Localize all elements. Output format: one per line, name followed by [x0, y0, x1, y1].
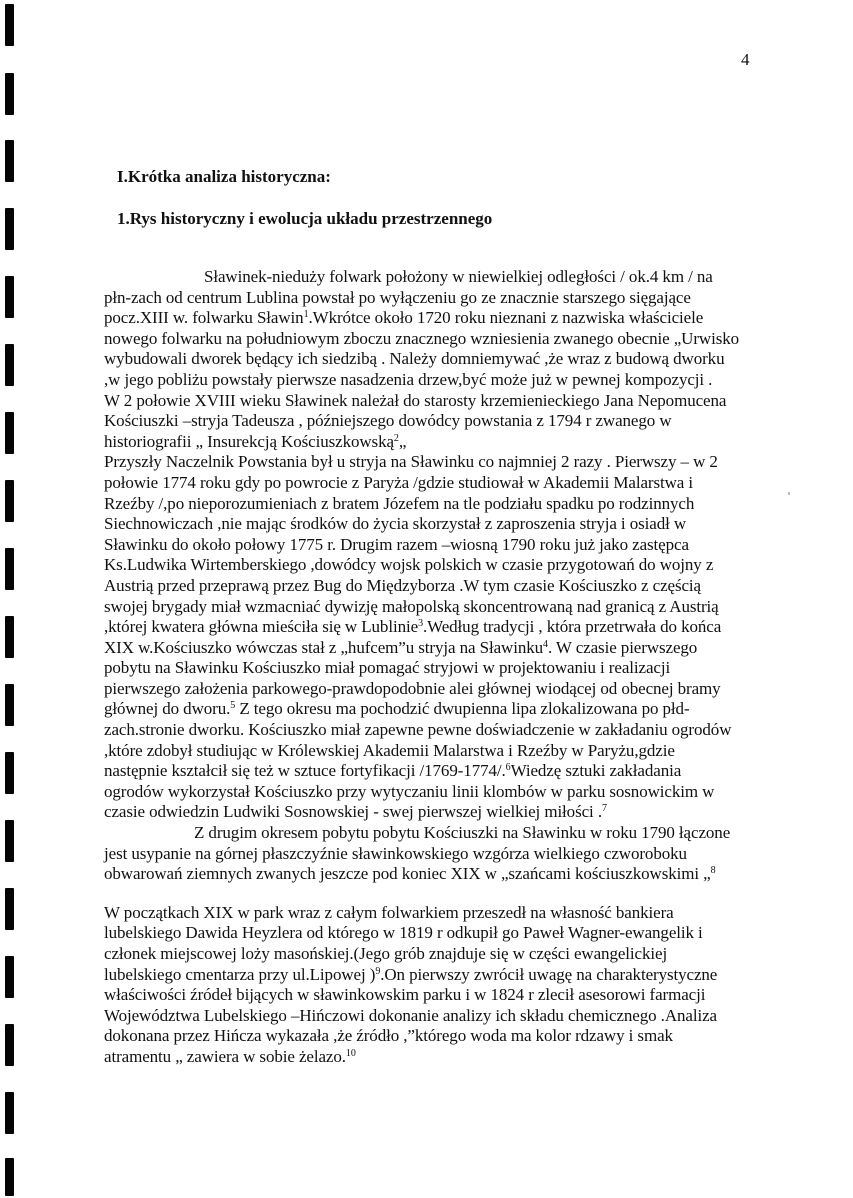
text-line-content: zach.stronie dworku. Kościuszko miał zapewne pewne doświadczenie w zakładaniu ogrodów [104, 720, 732, 740]
text-line [104, 576, 794, 597]
footnote-marker: 1 [303, 309, 309, 321]
text-line-content: ,które zdobył studiując w Królewskiej Akademii Malarstwa i Rzeźby w Paryżu,gdzie [104, 740, 675, 760]
text-line-content: Siechnowiczach ,nie mając środków do życia skorzystał z zaproszenia stryja i osiadł w [104, 514, 687, 534]
text-line-content: właściwości źródeł bijących w sławinkowskim parku i w 1824 r zlecił asesorowi farmacji [104, 985, 706, 1005]
text-line-continuation: .On pierwszy zwrócił uwagę na charakterystyczne [380, 964, 718, 984]
text-line-content: Sławinek-nieduży folwark położony w niewielkiej odległości / ok.4 km / na [204, 267, 713, 286]
text-line-content: płn-zach od centrum Lublina powstał po wyłączeniu go ze znacznie starszego sięgające [104, 287, 691, 307]
binding-hole-mark [5, 820, 14, 862]
text-line [104, 452, 794, 473]
text-line-content: atramentu „ zawiera w sobie żelazo. [104, 1046, 346, 1066]
text-line [104, 535, 794, 556]
text-line [104, 638, 794, 659]
text-line [104, 370, 794, 391]
text-line-content: Województwa Lubelskiego –Hińczowi dokonanie analizy ich składu chemicznego .Analiza [104, 1005, 717, 1025]
text-line-content: pierwszego założenia parkowego-prawdopodobnie alei głównej wiodącej od obecnej bramy [104, 678, 721, 698]
text-line [104, 308, 794, 329]
text-line [104, 679, 794, 700]
text-line-content: Austrią przed przeprawą przez Bug do Międzyborza .W tym czasie Kościuszko z częścią [104, 575, 701, 595]
binding-hole-mark [5, 140, 14, 182]
text-line-content: wybudowali dworek będący ich siedzibą . Należy domniemywać ,że wraz z budową dworku [104, 349, 725, 369]
binding-hole-mark [5, 888, 14, 930]
text-line [104, 411, 794, 432]
text-line-content: nowego folwarku na południowym zboczu znacznego wzniesienia zwanego obecnie „Urwisko [104, 328, 740, 348]
binding-hole-mark [5, 752, 14, 794]
text-line [104, 761, 794, 782]
text-line-content: lubelskiego cmentarza przy ul.Lipowej ) [104, 964, 376, 984]
text-line [104, 965, 794, 986]
text-line [104, 514, 794, 535]
text-line-content: W 2 połowie XVIII wieku Sławinek należał do starosty krzemienieckiego Jana Nepomucena [104, 390, 727, 410]
text-line-continuation: . W czasie pierwszego [547, 637, 698, 657]
text-line [104, 329, 794, 350]
footnote-marker: 7 [601, 803, 607, 815]
text-line [104, 844, 794, 865]
text-line [104, 494, 794, 515]
text-line-content: ogrodów wykorzystał Kościuszko przy wytyczaniu linii klombów w parku sosnowickim w [104, 781, 715, 801]
text-line [104, 823, 794, 844]
text-line-content: ,której kwatera główna mieściła się w Lublinie [104, 617, 419, 637]
text-line-continuation: Wiedzę sztuki zakładania [510, 761, 682, 781]
binding-hole-mark [5, 4, 14, 46]
text-line [104, 288, 794, 309]
text-line [104, 432, 794, 453]
text-line [104, 267, 794, 288]
binding-hole-mark [5, 344, 14, 386]
text-line [104, 923, 794, 944]
text-line-continuation: .Według tradycji , która przetrwała do końca [422, 617, 722, 637]
text-line [104, 864, 794, 885]
text-line [104, 1047, 794, 1068]
text-line [104, 802, 794, 823]
text-line-content: pocz.XIII w. folwarku Sławin [104, 308, 304, 328]
text-line-content: głównej do dworu. [104, 699, 231, 719]
binding-hole-mark [5, 208, 14, 250]
text-line-content: ,w jego pobliżu powstały pierwsze nasadzenia drzew,być może już w pewnej kompozycji . [104, 369, 713, 389]
footnote-marker: 10 [345, 1047, 356, 1059]
text-line [104, 1006, 794, 1027]
subsection-heading: 1.Rys historyczny i ewolucja układu przestrzennego [117, 209, 493, 228]
binding-hole-mark [5, 276, 14, 318]
text-line [104, 391, 794, 412]
text-line-content: czasie odwiedzin Ludwiki Sosnowskiej - swej pierwszej wielkiej miłości . [104, 802, 602, 822]
text-line-content: lubelskiego Dawida Heyzlera od którego w 1819 r odkupił go Paweł Wagner-ewangelik i [104, 923, 703, 943]
text-line [104, 555, 794, 576]
text-line-content: połowie 1774 roku gdy po powrocie z Paryża /gdzie studiował w Akademii Malarstwa i [104, 472, 694, 492]
binding-hole-mark [5, 956, 14, 998]
text-line-continuation: .Wkrótce około 1720 roku nieznani z nazwiska właściciele [308, 308, 704, 328]
text-line-content: następnie kształcił się też w sztuce fortyfikacji /1769-1774/. [104, 761, 506, 781]
text-line-continuation: Z tego okresu ma pochodzić dwupienna lipa zlokalizowana po płd- [235, 699, 690, 719]
text-line [104, 658, 794, 679]
text-line [104, 720, 794, 741]
footnote-marker: 3 [418, 618, 423, 630]
text-line-content: XIX w.Kościuszko wówczas stał z „hufcem”u stryja na Sławinku [104, 637, 544, 657]
binding-hole-mark [5, 73, 14, 115]
text-line-content: Z drugim okresem pobytu pobytu Kościuszki na Sławinku w roku 1790 łączone [194, 823, 731, 843]
footnote-marker: 8 [710, 865, 716, 877]
binding-hole-mark [5, 1024, 14, 1066]
footnote-marker: 2 [393, 432, 399, 444]
binding-hole-mark [5, 1158, 14, 1196]
footnote-marker: 9 [375, 965, 381, 977]
text-line-content: jest usypanie na górnej płaszczyźnie sławinkowskiego wzgórza wielkiego czworoboku [104, 843, 687, 863]
binding-hole-mark [5, 1092, 14, 1134]
text-line [104, 1026, 794, 1047]
page-number: 4 [741, 50, 750, 69]
text-line [104, 597, 794, 618]
text-line-content: Rzeźby /,po nieporozumieniach z bratem Józefem na tle podziału spadku po rodzinnych [104, 493, 695, 513]
text-line [104, 699, 794, 720]
text-line [104, 782, 794, 803]
text-line-content: dokonana przez Hińcza wykazała ,że źródło ,”którego woda ma kolor rdzawy i smak [104, 1026, 673, 1046]
text-line-content: członek miejscowej loży masońskiej.(Jego grób znajduje się w części ewangelickiej [104, 944, 668, 963]
text-line-continuation: „ [398, 431, 407, 451]
text-line-content: Przyszły Naczelnik Powstania był u stryja na Sławinku co najmniej 2 razy . Pierwszy – w 2 [104, 452, 718, 472]
footnote-marker: 6 [505, 762, 511, 774]
body-text [104, 267, 794, 1068]
text-line [104, 349, 794, 370]
text-line-content: swojej brygady miał wzmacniać dywizję małopolską skoncentrowaną nad granicą z Austrią [104, 596, 719, 616]
footnote-marker: 4 [543, 638, 548, 650]
text-line-content: historiografii „ Insurekcją Kościuszkowską [104, 431, 394, 451]
binding-hole-mark [5, 480, 14, 522]
text-line-content: Ks.Ludwika Wirtemberskiego ,dowódcy wojsk polskich w czasie przygotowań do wojny z [104, 555, 714, 575]
binding-hole-mark [5, 412, 14, 454]
text-line [104, 473, 794, 494]
text-line-content: W początkach XIX w park wraz z całym folwarkiem przeszedł na własność bankiera [104, 902, 674, 922]
section-heading: I.Krótka analiza historyczna: [117, 167, 331, 186]
binding-hole-mark [5, 684, 14, 726]
footnote-marker: 5 [230, 700, 236, 712]
binding-hole-mark [5, 548, 14, 590]
text-line-content: obwarowań ziemnych zwanych jeszcze pod koniec XIX w „szańcami kościuszkowskimi „ [104, 864, 711, 884]
text-line [104, 741, 794, 762]
text-line [104, 903, 794, 924]
text-line-content: pobytu na Sławinku Kościuszko miał pomagać stryjowi w projektowaniu i realizacji [104, 658, 671, 678]
binding-hole-mark [5, 616, 14, 658]
text-line-content: Kościuszki –stryja Tadeusza , późniejszego dowódcy powstania z 1794 r zwanego w [104, 411, 672, 431]
text-line [104, 617, 794, 638]
text-line [104, 985, 794, 1006]
text-line-content: Sławinku do około połowy 1775 r. Drugim razem –wiosną 1790 roku już jako zastępca [104, 534, 689, 554]
text-line [104, 944, 794, 965]
